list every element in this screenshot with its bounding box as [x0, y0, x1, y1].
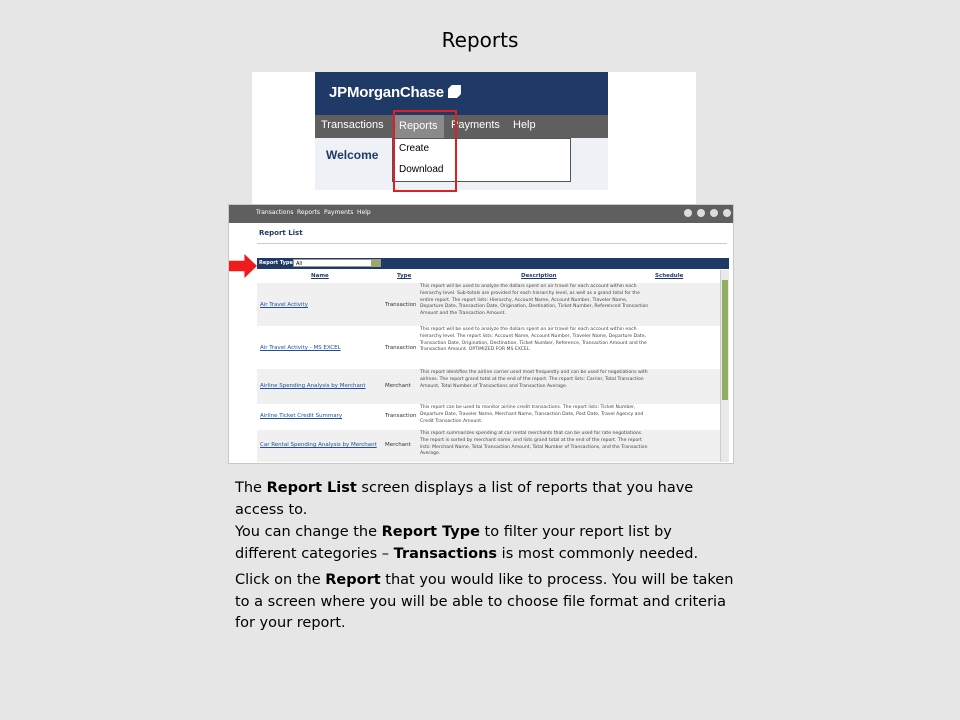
- report-type: Transaction: [385, 302, 417, 308]
- brand-name: JPMorganChase: [329, 84, 444, 101]
- text-bold: Transactions: [393, 545, 498, 562]
- slide-title: Reports: [441, 28, 519, 52]
- nav-help[interactable]: Help: [357, 209, 371, 216]
- text-run: that you would like to process. You will be taken to a screen where you will be able to choose file format and criteria for your report.: [235, 572, 734, 631]
- text-run: Click on the: [235, 572, 326, 588]
- table-scrollbar[interactable]: [720, 270, 729, 462]
- col-name[interactable]: Name: [311, 273, 329, 279]
- report-type: Transaction: [385, 345, 417, 351]
- red-arrow-icon: [229, 254, 257, 278]
- report-description: This report can be used to monitor airline credit transactions. The report lists: Ticket Number, Departure Date, Traveler Name, Merchant Name, Transaction Date, Post Date, Travel Agency and Credit Transaction Amount.: [420, 405, 644, 424]
- report-list-screenshot: [228, 204, 734, 464]
- nav-reports[interactable]: Reports: [393, 115, 444, 138]
- text-run: The: [235, 480, 267, 496]
- table-row[interactable]: [257, 369, 720, 404]
- report-link[interactable]: Car Rental Spending Analysis by Merchant: [260, 442, 377, 448]
- report-description: This report identifies the airline carrier used most frequently and can be used for negotiations with airlines. The report grand total at the end of the report. The report lists: Carrier, Total Transaction Amount, Total Number of Transactions and Transaction Average.: [420, 370, 648, 389]
- text-run: to filter your report list by different categories –: [235, 524, 672, 562]
- report-description: This report will be used to analyze the dollars spent on air travel for each account within each hierarchy level. Sub-totals are provided for each hierarchy level, as well as a grand total for the entire report. The report lists: Hierarchy, Account Name, Account Number, Traveler Name, Departure Date, Transaction Date, Origination, Destination, Ticket Number, Referenced Transaction Amount and the Transaction Amount.: [420, 284, 649, 317]
- paragraph-report-type: [235, 522, 735, 565]
- nav-transactions[interactable]: Transactions: [321, 119, 384, 131]
- text-run: is most commonly needed.: [497, 545, 699, 562]
- report-type: Merchant: [385, 442, 411, 448]
- menu-item-create[interactable]: Create: [399, 143, 430, 154]
- paragraph-click-report: [235, 570, 735, 635]
- octagon-logo-icon: [448, 85, 461, 98]
- nav-help[interactable]: Help: [513, 119, 536, 131]
- report-description: This report summarizes spending at car rental merchants that can be used for rate negotiations. The report is sorted by merchant name, and lists grand total at the end of the report. The report lists: Merchant Name, Total Transaction Amount, Total Number of Transactions, and the Transaction Average.: [420, 431, 648, 457]
- paragraph-report-list: [235, 478, 735, 521]
- table-row[interactable]: [257, 283, 720, 326]
- nav-reports[interactable]: Reports: [297, 209, 321, 216]
- table-row[interactable]: [257, 430, 720, 462]
- report-link[interactable]: Air Travel Activity - MS EXCEL: [260, 345, 341, 351]
- report-type-select[interactable]: [293, 259, 381, 267]
- report-description: This report will be used to analyze the dollars spent on air travel for each account within each hierarchy level. The report lists: Account Name, Account Number, Traveler Name, Departure Date, Transaction Date, Origination, Destination, Ticket Number, Reference, Transaction Amount and the Transaction Amount. OPTIMIZED FOR MS EXCEL.: [420, 327, 647, 353]
- table-row[interactable]: [257, 404, 720, 430]
- report-type: Merchant: [385, 383, 411, 389]
- table-header: [257, 270, 720, 283]
- col-type[interactable]: Type: [397, 273, 412, 279]
- portal-nav: [315, 115, 608, 138]
- help-icon[interactable]: [697, 209, 705, 217]
- table-row[interactable]: [257, 326, 720, 369]
- col-description[interactable]: Description: [521, 273, 557, 279]
- brand-bar: [315, 72, 608, 115]
- report-link[interactable]: Airline Ticket Credit Summary: [260, 413, 343, 419]
- settings-icon[interactable]: [710, 209, 718, 217]
- report-link[interactable]: Airline Spending Analysis by Merchant: [260, 383, 366, 389]
- report-link[interactable]: Air Travel Activity: [260, 302, 308, 308]
- report-type-value: All: [296, 261, 303, 267]
- text-run: screen displays a list of reports that you have access to.: [235, 480, 694, 518]
- text-bold: Report Type: [381, 524, 480, 540]
- portal-screenshot: [252, 72, 696, 204]
- filter-bar: [257, 258, 729, 269]
- divider: [257, 243, 727, 244]
- menu-item-download[interactable]: Download: [399, 164, 444, 175]
- brand-logo: [329, 84, 461, 101]
- highlight-frame: [393, 110, 457, 192]
- col-schedule[interactable]: Schedule: [655, 273, 684, 279]
- nav-payments[interactable]: Payments: [451, 119, 500, 131]
- nav-transactions[interactable]: Transactions: [256, 209, 294, 216]
- home-icon[interactable]: [684, 209, 692, 217]
- text-run: You can change the: [235, 524, 382, 540]
- text-bold: Report List: [266, 480, 357, 496]
- scroll-thumb[interactable]: [722, 280, 728, 400]
- report-type: Transaction: [385, 413, 417, 419]
- text-bold: Report: [325, 572, 381, 588]
- page-title: Report List: [259, 229, 303, 237]
- logout-icon[interactable]: [723, 209, 731, 217]
- welcome-text: Welcome: [326, 148, 379, 162]
- nav-payments[interactable]: Payments: [324, 209, 354, 216]
- app-nav: [229, 205, 733, 223]
- report-type-label: Report Type: [259, 260, 293, 266]
- chevron-down-icon[interactable]: [371, 260, 380, 267]
